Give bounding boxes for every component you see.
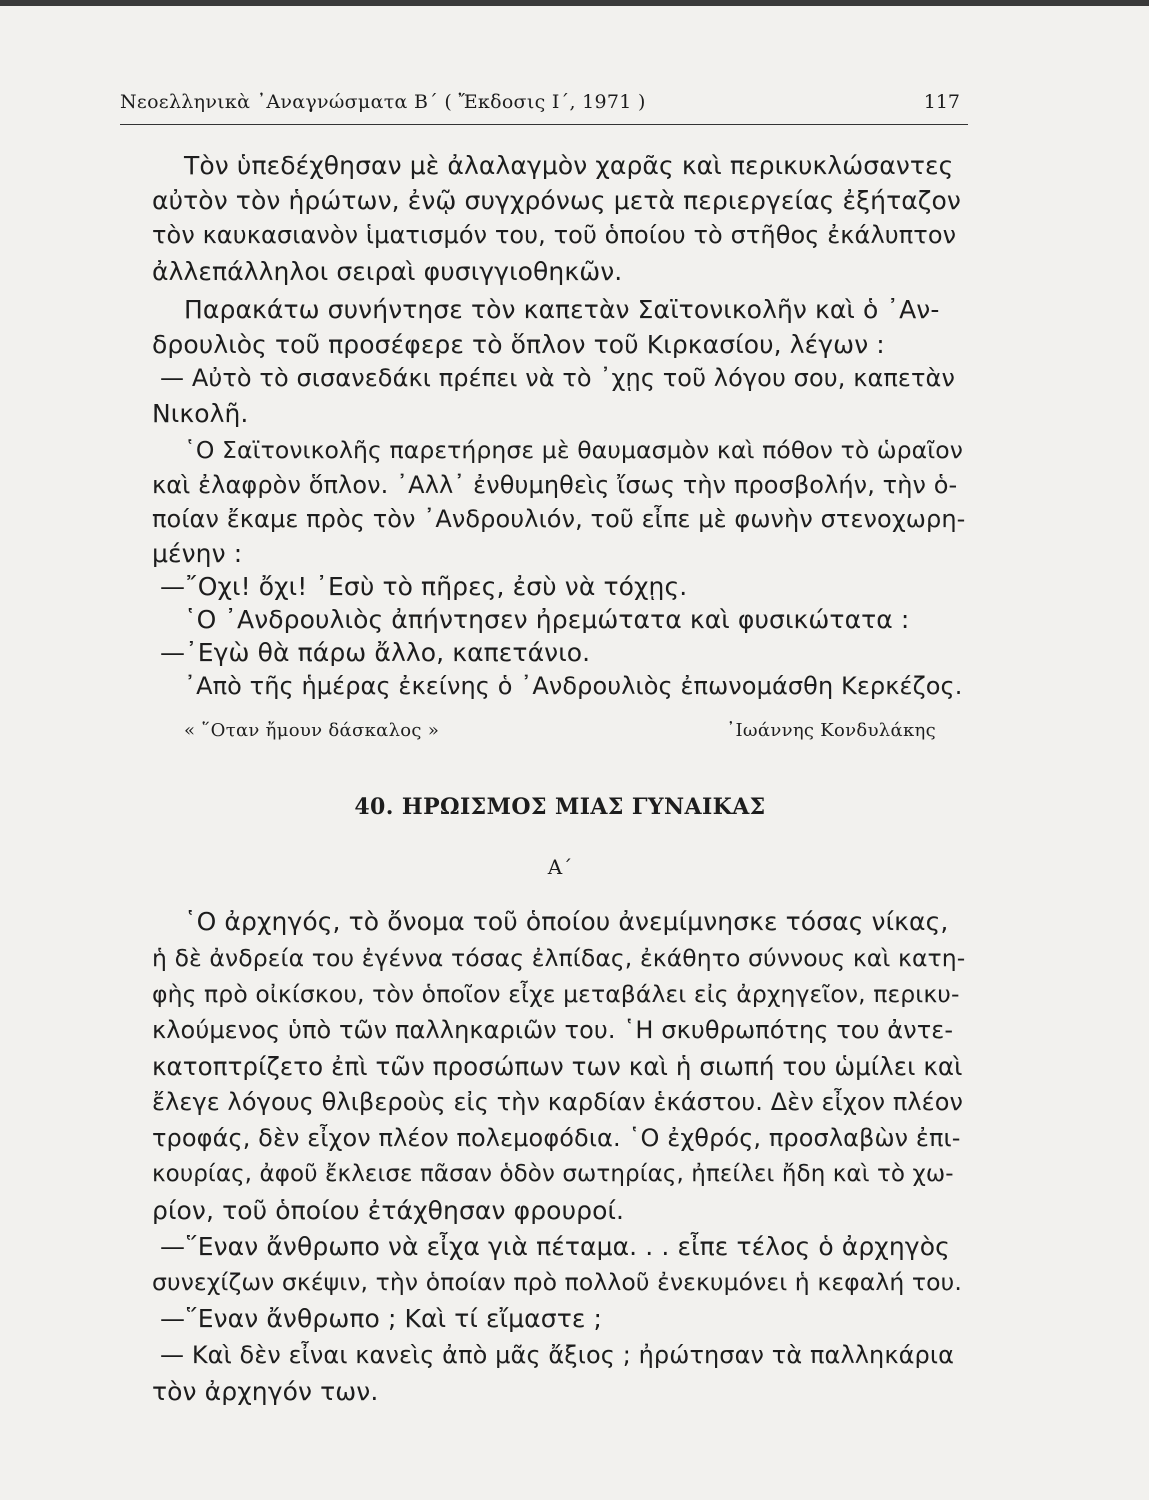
- text-line: συνεχίζων σκέψιν, τὴν ὁποίαν πρὸ πολλοῦ ἐνεκυμόνει ἡ κεφαλή του.: [152, 1268, 962, 1296]
- text-line: ῾Ο ἀρχηγός, τὸ ὄνομα τοῦ ὁποίου ἀνεμίμνησκε τόσας νίκας,: [184, 907, 949, 936]
- text-line: τὸν καυκασιανὸν ἱματισμόν του, τοῦ ὁποίου τὸ στῆθος ἐκάλυπτον: [152, 221, 957, 249]
- text-line: φὴς πρὸ οἰκίσκου, τὸν ὁποῖον εἶχε μεταβάλει εἰς ἀρχηγεῖον, περικυ-: [152, 980, 960, 1008]
- section-mark: Α΄: [547, 855, 573, 879]
- page-number: 117: [923, 91, 960, 113]
- text-line: Νικολῆ.: [152, 399, 249, 428]
- page-header: [120, 88, 968, 125]
- text-line: Τὸν ὑπεδέχθησαν μὲ ἀλαλαγμὸν χαρᾶς καὶ περικυκλώσαντες: [184, 151, 954, 180]
- text-line: κατοπτρίζετο ἐπὶ τῶν προσώπων των καὶ ἡ σιωπή του ὡμίλει καὶ: [152, 1052, 963, 1081]
- text-line: — Αὐτὸ τὸ σισανεδάκι πρέπει νὰ τὸ ᾿χῃς τοῦ λόγου σου, καπετὰν: [160, 364, 955, 392]
- text-line: αὐτὸν τὸν ἡρώτων, ἐνῷ συγχρόνως μετὰ περιεργείας ἐξήταζον: [152, 186, 961, 215]
- text-line: —῞Εναν ἄνθρωπο ; Καὶ τί εἴμαστε ;: [160, 1304, 603, 1333]
- text-line: ἀλλεπάλληλοι σειραὶ φυσιγγιοθηκῶν.: [152, 257, 623, 286]
- citation-source: « ῞Οταν ἤμουν δάσκαλος »: [184, 720, 440, 741]
- text-line: καὶ ἐλαφρὸν ὅπλον. ᾿Αλλ᾿ ἐνθυμηθεὶς ἴσως τὴν προσβολήν, τὴν ὁ-: [152, 471, 958, 499]
- text-line: τὸν ἀρχηγόν των.: [152, 1377, 379, 1406]
- text-line: ἡ δὲ ἀνδρεία του ἐγέννα τόσας ἐλπίδας, ἐκάθητο σύννους καὶ κατη-: [152, 944, 966, 972]
- scan-top-edge: [0, 0, 1149, 6]
- text-line: — Καὶ δὲν εἶναι κανεὶς ἀπὸ μᾶς ἄξιος ; ἠρώτησαν τὰ παλληκάρια: [160, 1341, 954, 1369]
- text-line: δρουλιὸς τοῦ προσέφερε τὸ ὅπλον τοῦ Κιρκασίου, λέγων :: [152, 330, 885, 359]
- running-title: Νεοελληνικὰ ᾿Αναγνώσματα Β΄ ( Ἔκδοσις Ι΄, 1971 ): [120, 91, 646, 113]
- text-line: —῞Εναν ἄνθρωπο νὰ εἶχα γιὰ πέταμα. . . εἶπε τέλος ὁ ἀρχηγὸς: [160, 1232, 950, 1261]
- text-line: —᾿Εγὼ θὰ πάρω ἄλλο, καπετάνιο.: [160, 638, 591, 667]
- text-line: μένην :: [152, 539, 243, 568]
- text-line: ᾿Απὸ τῆς ἡμέρας ἐκείνης ὁ ᾿Ανδρουλιὸς ἐπωνομάσθη Κερκέζος.: [184, 672, 963, 700]
- text-line: ρίον, τοῦ ὁποίου ἐτάχθησαν φρουροί.: [152, 1196, 625, 1225]
- source-citation: [184, 720, 936, 750]
- text-line: κουρίας, ἀφοῦ ἔκλεισε πᾶσαν ὁδὸν σωτηρίας, ἠπείλει ἤδη καὶ τὸ χω-: [152, 1161, 954, 1187]
- text-line: ἔλεγε λόγους θλιβεροὺς εἰς τὴν καρδίαν ἑκάστου. Δὲν εἶχον πλέον: [152, 1088, 964, 1116]
- text-line: ποίαν ἔκαμε πρὸς τὸν ᾿Ανδρουλιόν, τοῦ εἶπε μὲ φωνὴν στενοχωρη-: [152, 505, 966, 533]
- text-line: τροφάς, δὲν εἶχον πλέον πολεμοφόδια. ῾Ο ἐχθρός, προσλαβὼν ἐπι-: [152, 1124, 961, 1152]
- citation-author: ᾿Ιωάννης Κονδυλάκης: [726, 720, 936, 741]
- text-line: ῾Ο ᾿Ανδρουλιὸς ἀπήντησεν ἠρεμώτατα καὶ φυσικώτατα :: [184, 605, 910, 634]
- text-line: κλούμενος ὑπὸ τῶν παλληκαριῶν του. ῾Η σκυθρωπότης του ἀντε-: [152, 1016, 954, 1044]
- chapter-title: 40. ΗΡΩΙΣΜΟΣ ΜΙΑΣ ΓΥΝΑΙΚΑΣ: [354, 794, 766, 820]
- text-line: Παρακάτω συνήντησε τὸν καπετὰν Σαϊτονικολῆν καὶ ὁ ᾿Αν-: [184, 295, 940, 324]
- text-line: ῾Ο Σαϊτονικολῆς παρετήρησε μὲ θαυμασμὸν καὶ πόθον τὸ ὡραῖον: [184, 436, 964, 464]
- text-line: —῎Οχι! ὄχι! ᾿Εσὺ τὸ πῆρες, ἐσὺ νὰ τόχῃς.: [160, 572, 688, 601]
